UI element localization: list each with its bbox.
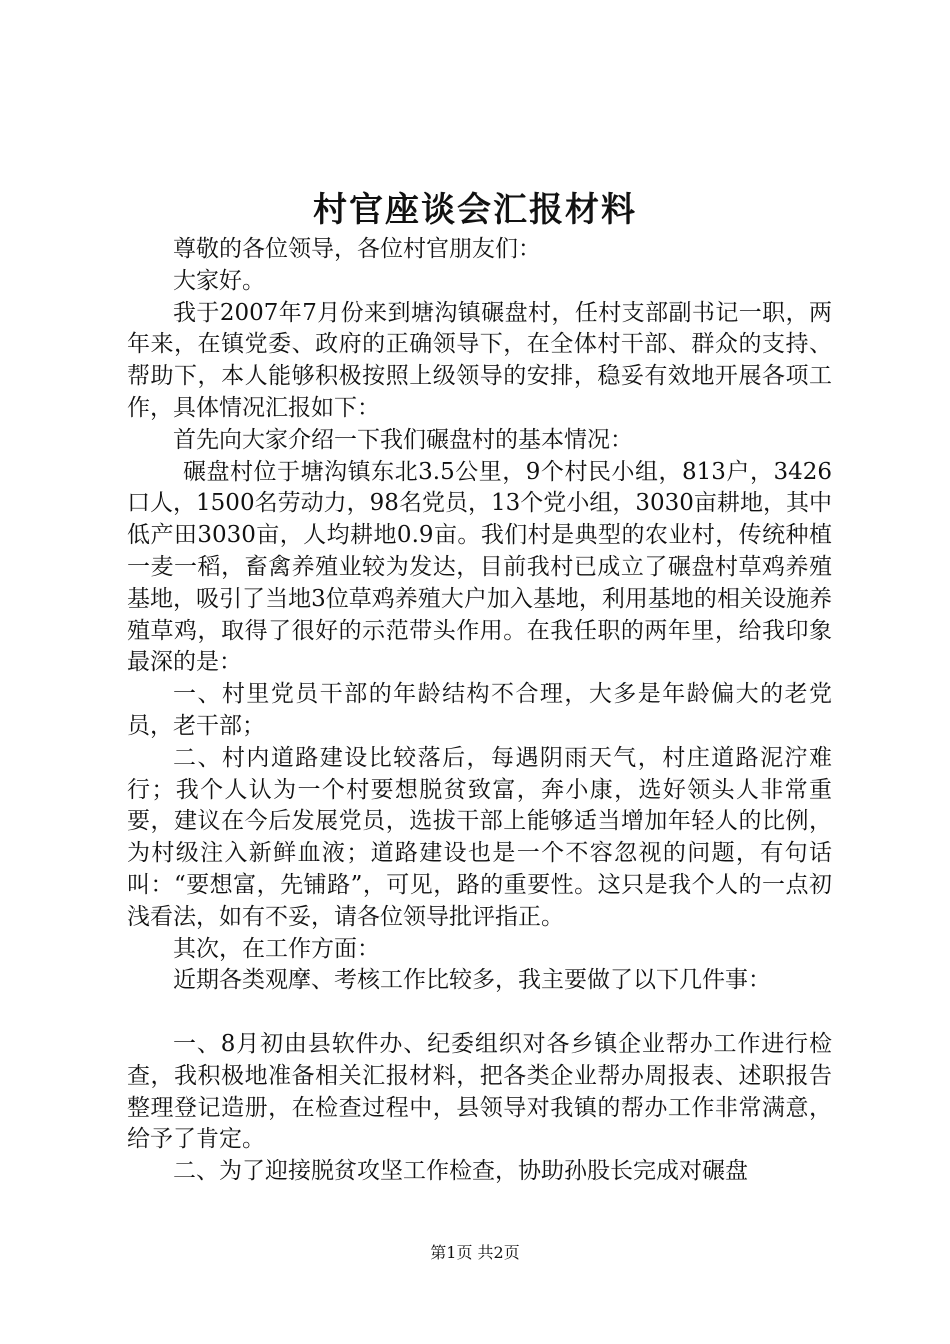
paragraph-greeting: 大家好。 (173, 267, 265, 294)
document-title: 村官座谈会汇报材料 (313, 190, 637, 230)
paragraph-village-intro: 首先向大家介绍一下我们碾盘村的基本情况： (173, 426, 633, 453)
paragraph-point-one: 一、村里党员干部的年龄结构不合理，大多是年龄偏大的老党员，老干部； (127, 681, 832, 739)
paragraph-recent-work: 近期各类观摩、考核工作比较多，我主要做了以下几件事： (173, 967, 771, 994)
page-number-footer: 第1页 共2页 (430, 1243, 520, 1262)
paragraph-point-two: 二、村内道路建设比较落后，每遇阴雨天气，村庄道路泥泞难行；我个人认为一个村要想脱贫致富，奔小康，选好领头人非常重要，建议在今后发展党员，选拔干部上能够适当增加年轻人的比例，为村级注入新鲜血液；道路建设也是一个不容忽视的问题，有句话叫：“要想富，先铺路”，可见，路的重要性。这只是我个人的一点初浅看法，如有不妥，请各位领导批评指正。 (127, 744, 832, 930)
document-body (127, 234, 832, 1188)
paragraph-village-details: 碾盘村位于塘沟镇东北3.5公里，9个村民小组，813户，3426口人，1500名劳动力，98名党员，13个党小组，3030亩耕地，其中低产田3030亩，人均耕地0.9亩。我们村是典型的农业村，传统种植一麦一稻，畜禽养殖业较为发达，目前我村已成立了碾盘村草鸡养殖基地，吸引了当地3位草鸡养殖大户加入基地，利用基地的相关设施养殖草鸡，取得了很好的示范带头作用。在我任职的两年里，给我印象最深的是： (127, 458, 832, 676)
paragraph-salutation: 尊敬的各位领导，各位村官朋友们： (173, 236, 541, 262)
paragraph-work-item-two: 二、为了迎接脱贫攻坚工作检查，协助孙股长完成对碾盘 (173, 1158, 748, 1185)
paragraph-work-aspects: 其次，在工作方面： (173, 935, 380, 962)
paragraph-introduction: 我于2007年7月份来到塘沟镇碾盘村，任村支部副书记一职，两年来，在镇党委、政府的正确领导下，在全体村干部、群众的支持、帮助下，本人能够积极按照上级领导的安排，稳妥有效地开展各项工作，具体情况汇报如下： (127, 299, 832, 421)
paragraph-work-item-one: 一、8月初由县软件办、纪委组织对各乡镇企业帮办工作进行检查，我积极地准备相关汇报材料，把各类企业帮办周报表、述职报告整理登记造册，在检查过程中，县领导对我镇的帮办工作非常满意，给予了肯定。 (127, 1030, 832, 1153)
